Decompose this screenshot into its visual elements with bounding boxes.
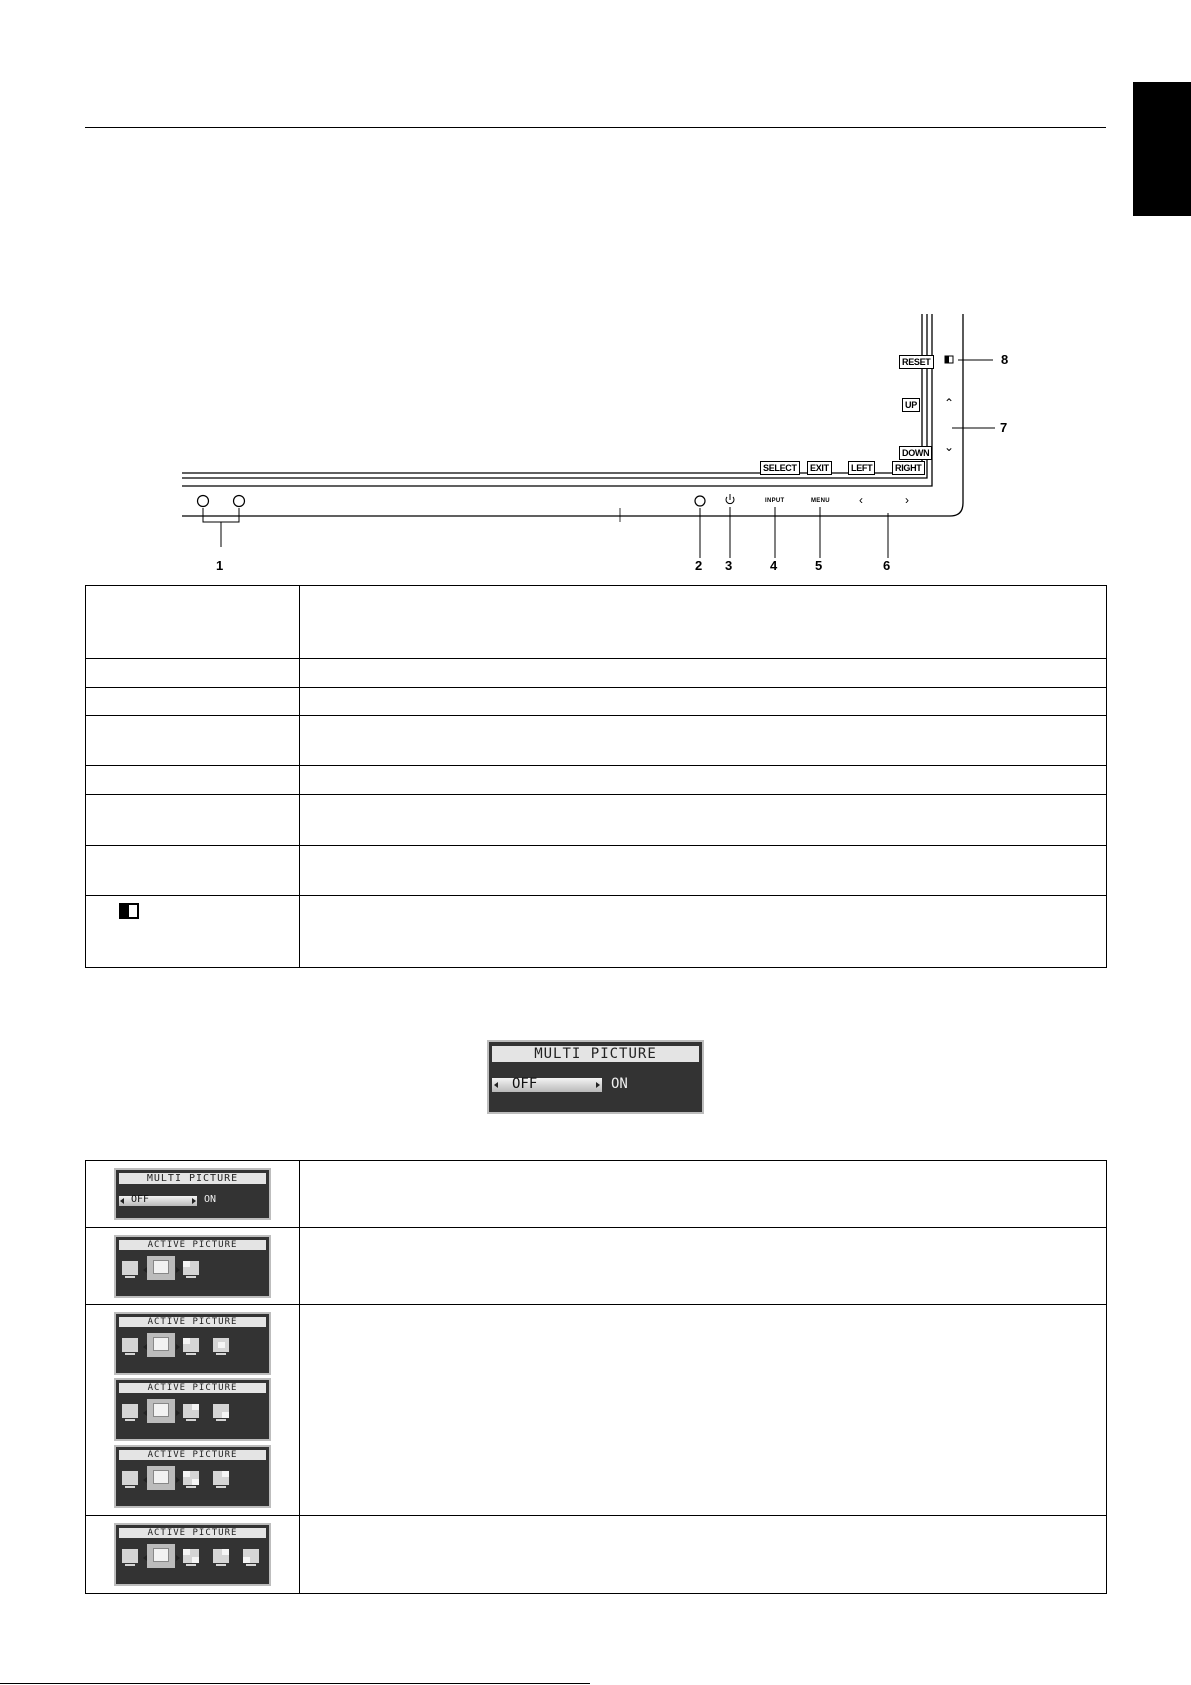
osd-thumb-multi-picture — [114, 1168, 271, 1220]
monitor-icon — [183, 1338, 199, 1352]
osd-off-label: OFF — [512, 1076, 538, 1092]
exit-key-label: EXIT — [807, 461, 832, 475]
footer-rule — [0, 1683, 590, 1684]
osd-thumb-title: ACTIVE PICTURE — [119, 1450, 266, 1460]
osd-thumb-active-4 — [114, 1523, 271, 1586]
monitor-icon — [213, 1338, 229, 1352]
chevron-up-icon: ⌃ — [944, 396, 955, 410]
table-row — [86, 1516, 1107, 1594]
monitor-icon — [122, 1261, 138, 1275]
callout-7: 7 — [1000, 420, 1008, 435]
table-row — [86, 586, 1107, 659]
monitor-icon — [122, 1338, 138, 1352]
osd-thumb-off — [119, 1196, 197, 1206]
callout-6: 6 — [883, 558, 891, 573]
callout-2: 2 — [695, 558, 703, 573]
menu-button-label: MENU — [811, 498, 830, 504]
header-rule — [85, 127, 1106, 128]
osd-thumb-active-2 — [114, 1235, 271, 1298]
up-key-label: UP — [902, 398, 920, 412]
monitor-icon — [213, 1549, 229, 1563]
osd-on-option[interactable]: ON — [611, 1076, 628, 1092]
table-row — [86, 766, 1107, 795]
table-row — [86, 1305, 1107, 1516]
chevron-right-icon: › — [905, 493, 909, 507]
monitor-icon — [183, 1549, 199, 1563]
table-row — [86, 688, 1107, 716]
osd-thumb-active-3b — [114, 1378, 271, 1441]
controls-table — [85, 585, 1107, 968]
monitor-icon — [243, 1549, 259, 1563]
monitor-icon — [213, 1471, 229, 1485]
osd-thumb-active-3c — [114, 1445, 271, 1508]
osd-thumb-active-3a — [114, 1312, 271, 1375]
chevron-left-icon: ‹ — [859, 493, 863, 507]
right-key-label: RIGHT — [892, 461, 925, 475]
monitor-icon — [183, 1261, 199, 1275]
osd-thumb-on-label: ON — [204, 1194, 217, 1205]
multi-picture-table — [85, 1160, 1107, 1594]
osd-thumb-title: ACTIVE PICTURE — [119, 1240, 266, 1250]
monitor-icon-selected — [147, 1544, 175, 1568]
osd-title: MULTI PICTURE — [492, 1046, 699, 1062]
front-panel-diagram — [0, 300, 1191, 580]
monitor-icon — [213, 1404, 229, 1418]
input-button-label: INPUT — [765, 498, 785, 504]
table-row — [86, 716, 1107, 766]
table-row — [86, 1161, 1107, 1228]
callout-4: 4 — [770, 558, 778, 573]
osd-thumb-title: MULTI PICTURE — [119, 1173, 266, 1184]
left-key-label: LEFT — [848, 461, 875, 475]
callout-5: 5 — [815, 558, 823, 573]
monitor-icon — [122, 1549, 138, 1563]
monitor-icon-selected — [147, 1399, 175, 1423]
down-key-label: DOWN — [899, 446, 932, 460]
callout-1: 1 — [216, 558, 224, 573]
table-row — [86, 795, 1107, 846]
osd-thumb-title: ACTIVE PICTURE — [119, 1528, 266, 1538]
callout-8: 8 — [1001, 352, 1009, 367]
multi-picture-icon — [119, 903, 139, 919]
table-row — [86, 659, 1107, 688]
monitor-icon — [122, 1404, 138, 1418]
osd-thumb-off-label: OFF — [131, 1194, 150, 1205]
monitor-icon-selected — [147, 1466, 175, 1490]
callout-3: 3 — [725, 558, 733, 573]
select-key-label: SELECT — [760, 461, 800, 475]
monitor-icon — [183, 1471, 199, 1485]
osd-off-option[interactable] — [492, 1078, 602, 1092]
table-row — [86, 1228, 1107, 1305]
osd-thumb-title: ACTIVE PICTURE — [119, 1383, 266, 1393]
multi-picture-osd — [487, 1040, 704, 1114]
table-row — [86, 896, 1107, 968]
monitor-icon-selected — [147, 1333, 175, 1357]
language-tab — [1133, 82, 1191, 216]
reset-key-label: RESET — [899, 355, 934, 369]
table-row — [86, 846, 1107, 896]
chevron-down-icon: ⌄ — [944, 440, 955, 454]
monitor-icon — [122, 1471, 138, 1485]
monitor-icon-selected — [147, 1256, 175, 1280]
monitor-icon — [183, 1404, 199, 1418]
osd-thumb-title: ACTIVE PICTURE — [119, 1317, 266, 1327]
panel-outline — [0, 300, 1191, 580]
